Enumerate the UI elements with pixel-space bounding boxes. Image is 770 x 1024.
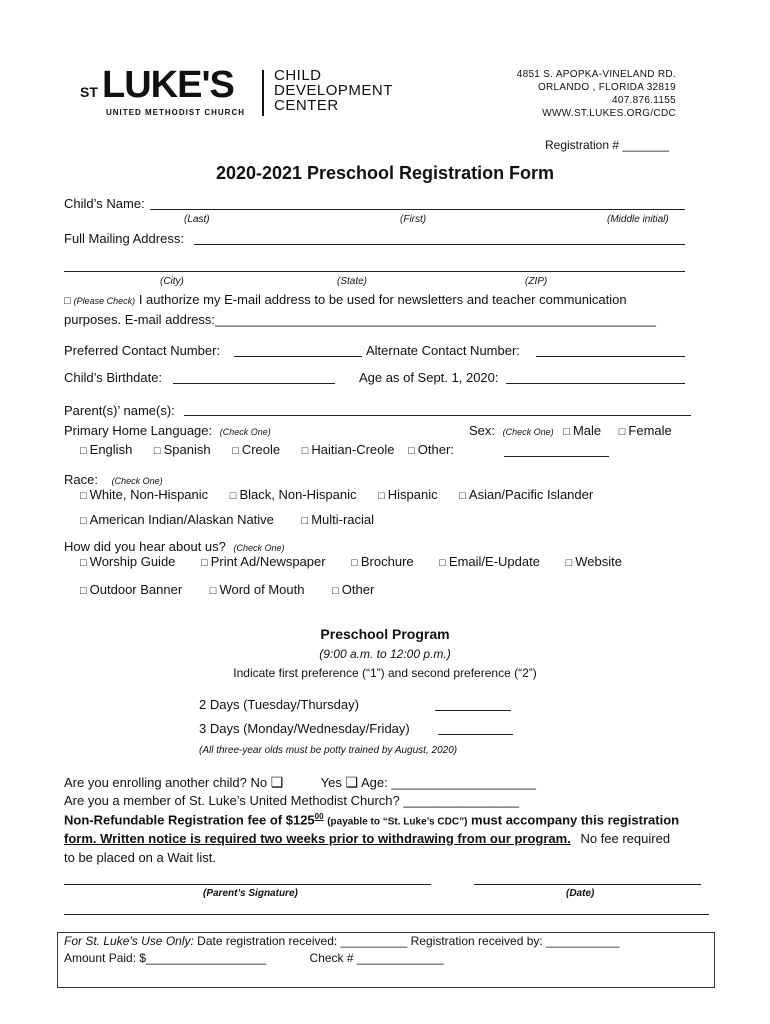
middle-initial-caption: (Middle initial) bbox=[607, 214, 669, 225]
race-label: Race: bbox=[64, 472, 98, 487]
race-option[interactable]: □ White, Non-Hispanic bbox=[80, 487, 209, 502]
checkbox-icon[interactable]: □ bbox=[618, 426, 626, 438]
checkbox-icon[interactable]: □ bbox=[301, 445, 309, 457]
race-check-one: (Check One) bbox=[111, 476, 163, 486]
race-label-group bbox=[64, 472, 163, 487]
mailing-address-field[interactable] bbox=[194, 244, 685, 245]
parent-signature-caption: (Parent’s Signature) bbox=[203, 888, 298, 899]
checkbox-icon[interactable]: □ bbox=[209, 585, 217, 597]
age-field[interactable] bbox=[506, 383, 685, 384]
date-received-field[interactable]: Date registration received: __________ bbox=[197, 934, 408, 948]
no-checkbox-icon[interactable]: ❑ bbox=[270, 774, 284, 790]
logo-cdc-line-3: CENTER bbox=[274, 97, 339, 114]
sex-group bbox=[469, 423, 672, 438]
sex-label: Sex: bbox=[469, 423, 496, 438]
age-blank[interactable]: Age: ____________________ bbox=[360, 775, 536, 790]
logo-cdc bbox=[274, 68, 393, 113]
checkbox-icon[interactable]: □ bbox=[351, 557, 358, 569]
male-option: Male bbox=[572, 423, 602, 438]
parent-signature-field[interactable] bbox=[64, 884, 431, 885]
preferred-contact-field[interactable] bbox=[234, 356, 362, 357]
hear-option[interactable]: □ Email/E-Update bbox=[439, 554, 540, 569]
race-option[interactable]: □ Multi-racial bbox=[301, 512, 375, 527]
race-options-row-1 bbox=[80, 487, 611, 502]
race-option[interactable]: □ Asian/Pacific Islander bbox=[459, 487, 594, 502]
checkbox-icon[interactable]: □ bbox=[80, 490, 87, 502]
enrolling-another-label: Are you enrolling another child? No bbox=[64, 775, 268, 790]
checkbox-icon[interactable]: □ bbox=[229, 490, 237, 502]
hear-about-label: How did you hear about us? bbox=[64, 539, 226, 554]
first-name-caption: (First) bbox=[400, 214, 427, 225]
race-option[interactable]: □ Black, Non-Hispanic bbox=[229, 487, 357, 502]
program-preference-instructions: Indicate first preference (“1”) and second preference (“2”) bbox=[233, 666, 537, 680]
birthdate-field[interactable] bbox=[173, 383, 335, 384]
checkbox-icon[interactable]: □ bbox=[80, 445, 87, 457]
parents-names-label: Parent(s)’ name(s): bbox=[64, 403, 175, 418]
city-caption: (City) bbox=[160, 276, 184, 287]
received-by-field[interactable]: Registration received by: ___________ bbox=[410, 934, 620, 948]
state-caption: (State) bbox=[337, 276, 368, 287]
office-use-row-1 bbox=[64, 934, 619, 948]
email-authorization bbox=[64, 292, 627, 307]
program-option-3-days-field[interactable] bbox=[438, 734, 513, 735]
address-block bbox=[517, 68, 676, 120]
hear-option[interactable]: □ Word of Mouth bbox=[209, 582, 305, 597]
language-option[interactable]: □ Creole bbox=[232, 442, 281, 457]
amount-paid-field[interactable]: Amount Paid: $__________________ bbox=[64, 951, 267, 965]
preferred-contact-label: Preferred Contact Number: bbox=[64, 343, 221, 358]
office-use-label: For St. Luke’s Use Only: bbox=[64, 934, 194, 948]
last-name-caption: (Last) bbox=[184, 214, 210, 225]
authorize-text: I authorize my E-mail address to be used for newsletters and teacher communication bbox=[138, 292, 627, 307]
yes-checkbox-icon[interactable]: ❑ bbox=[345, 774, 359, 790]
race-option[interactable]: □ Hispanic bbox=[378, 487, 438, 502]
checkbox-icon[interactable]: □ bbox=[563, 426, 570, 438]
fee-superscript: 00 bbox=[314, 812, 324, 821]
potty-trained-note: (All three-year olds must be potty trained by August, 2020) bbox=[199, 745, 458, 756]
program-option-3-days: 3 Days (Monday/Wednesday/Friday) bbox=[199, 721, 410, 736]
wait-list-text: to be placed on a Wait list. bbox=[64, 850, 216, 865]
logo-cdc-line-1: CHILD bbox=[274, 67, 322, 84]
checkbox-icon[interactable]: □ bbox=[80, 515, 87, 527]
hear-options-row-1 bbox=[80, 554, 640, 569]
hear-about-label-group bbox=[64, 539, 285, 554]
address-line-3: 407.876.1155 bbox=[611, 95, 676, 106]
checkbox-icon[interactable]: □ bbox=[459, 490, 466, 502]
language-option[interactable]: □ English bbox=[80, 442, 133, 457]
race-options-row-2 bbox=[80, 512, 392, 527]
age-label: Age as of Sept. 1, 2020: bbox=[359, 370, 499, 385]
address-line-4: WWW.ST.LUKES.ORG/CDC bbox=[542, 108, 676, 119]
checkbox-icon[interactable]: □ bbox=[232, 445, 239, 457]
checkbox-icon[interactable]: □ bbox=[565, 557, 573, 569]
female-option: Female bbox=[628, 423, 672, 438]
parents-names-field[interactable] bbox=[184, 415, 691, 416]
hear-option[interactable]: □ Other bbox=[332, 582, 375, 597]
logo-st: ST bbox=[80, 84, 98, 100]
hear-option[interactable]: □ Print Ad/Newspaper bbox=[201, 554, 326, 569]
primary-language-text: Primary Home Language: bbox=[64, 423, 213, 438]
form-title: 2020-2021 Preschool Registration Form bbox=[215, 163, 555, 183]
fee-text-1: Non-Refundable Registration fee of $125 bbox=[64, 812, 315, 828]
checkbox-icon[interactable]: □ bbox=[408, 445, 415, 457]
program-option-2-days-field[interactable] bbox=[435, 710, 511, 711]
alternate-contact-field[interactable] bbox=[536, 356, 685, 357]
date-field[interactable] bbox=[474, 884, 701, 885]
fee-text-2: must accompany this registration bbox=[471, 812, 680, 828]
checkbox-icon[interactable]: □ bbox=[64, 295, 71, 307]
member-question[interactable]: Are you a member of St. Luke’s United Methodist Church? ________________ bbox=[64, 793, 520, 808]
alternate-contact-label: Alternate Contact Number: bbox=[366, 343, 520, 358]
no-fee-text: No fee required bbox=[580, 831, 671, 846]
zip-caption: (ZIP) bbox=[525, 276, 548, 287]
hear-option[interactable]: □ Brochure bbox=[351, 554, 414, 569]
checkbox-icon[interactable]: □ bbox=[439, 557, 446, 569]
please-check-caption: (Please Check) bbox=[73, 296, 136, 306]
logo-divider bbox=[262, 70, 264, 116]
checkbox-icon[interactable]: □ bbox=[332, 585, 339, 597]
divider-line bbox=[64, 914, 709, 915]
mailing-address-label: Full Mailing Address: bbox=[64, 231, 184, 246]
date-caption: (Date) bbox=[566, 888, 595, 899]
program-heading: Preschool Program bbox=[320, 626, 450, 642]
withdraw-line bbox=[64, 831, 670, 846]
language-option[interactable]: □ Haitian-Creole bbox=[301, 442, 395, 457]
hear-option[interactable]: □ Outdoor Banner bbox=[80, 582, 183, 597]
logo-church-name: UNITED METHODIST CHURCH bbox=[106, 108, 245, 117]
address-line-1: 4851 S. APOPKA-VINELAND RD. bbox=[516, 69, 676, 80]
check-one-caption: (Check One) bbox=[219, 427, 271, 437]
office-use-row-2 bbox=[64, 951, 444, 965]
language-option[interactable]: □ Spanish bbox=[153, 442, 211, 457]
checkbox-icon[interactable]: □ bbox=[80, 557, 87, 569]
sex-check-one: (Check One) bbox=[502, 427, 554, 437]
address-line-2: ORLANDO , FLORIDA 32819 bbox=[537, 82, 676, 93]
hear-check-one: (Check One) bbox=[233, 543, 285, 553]
email-address-field[interactable]: purposes. E-mail address:_____________________________________________________________ bbox=[64, 312, 657, 327]
other-language-field[interactable] bbox=[504, 456, 609, 457]
hear-options-row-2 bbox=[80, 582, 392, 597]
language-option[interactable]: □ Other: bbox=[408, 442, 454, 457]
hear-option[interactable]: □ Worship Guide bbox=[80, 554, 176, 569]
checkbox-icon[interactable]: □ bbox=[201, 557, 208, 569]
written-notice-text: form. Written notice is required two weeks prior to withdrawing from our program. bbox=[64, 831, 571, 846]
program-option-2-days: 2 Days (Tuesday/Thursday) bbox=[199, 697, 359, 712]
birthdate-label: Child’s Birthdate: bbox=[64, 370, 163, 385]
primary-language-label bbox=[64, 423, 271, 438]
fee-line bbox=[64, 812, 679, 827]
program-hours: (9:00 a.m. to 12:00 p.m.) bbox=[319, 647, 451, 661]
checkbox-icon[interactable]: □ bbox=[80, 585, 87, 597]
race-option[interactable]: □ American Indian/Alaskan Native bbox=[80, 512, 274, 527]
registration-number: Registration # _______ bbox=[545, 138, 670, 152]
fee-payable-note: (payable to “St. Luke’s CDC”) bbox=[327, 816, 468, 828]
child-name-label: Child’s Name: bbox=[64, 196, 145, 211]
hear-option[interactable]: □ Website bbox=[565, 554, 622, 569]
logo-cdc-line-2: DEVELOPMENT bbox=[274, 82, 393, 99]
mailing-address-field-2[interactable] bbox=[64, 271, 685, 272]
check-number-field[interactable]: Check # _____________ bbox=[309, 951, 444, 965]
checkbox-icon[interactable]: □ bbox=[153, 445, 161, 457]
checkbox-icon[interactable]: □ bbox=[301, 515, 309, 527]
yes-label: Yes bbox=[320, 775, 342, 790]
logo-lukes: LUKE'S bbox=[102, 64, 234, 106]
checkbox-icon[interactable]: □ bbox=[378, 490, 385, 502]
child-name-field[interactable] bbox=[150, 209, 685, 210]
enrolling-another-row bbox=[64, 774, 536, 791]
language-options bbox=[80, 442, 454, 457]
